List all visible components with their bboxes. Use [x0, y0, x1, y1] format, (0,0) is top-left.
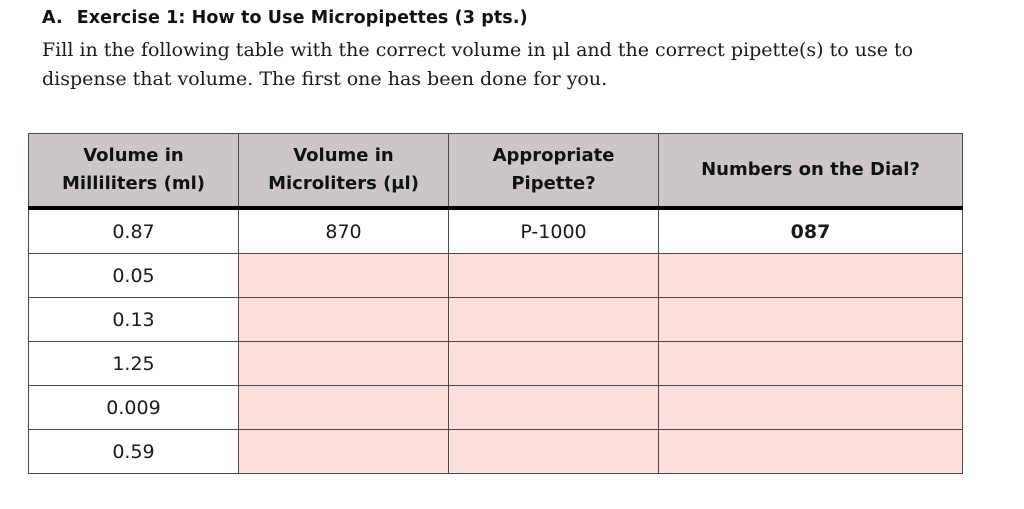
example-pipette-cell: P-1000 — [449, 208, 659, 254]
dial-answer-cell[interactable] — [659, 254, 963, 298]
pipette-answer-cell[interactable] — [449, 298, 659, 342]
instructions-text: Fill in the following table with the correct volume in μl and the correct pipette(s) to use to dispense that volume. The first one has been done for you. — [42, 39, 914, 90]
ml-cell: 0.05 — [29, 254, 239, 298]
header-dial-line1: Numbers on the Dial? — [701, 159, 920, 180]
header-volume-ul-line1: Volume in — [293, 145, 394, 166]
ul-answer-cell[interactable] — [239, 254, 449, 298]
header-volume-ul — [239, 134, 449, 209]
ml-cell: 0.13 — [29, 298, 239, 342]
pipette-answer-cell[interactable] — [449, 254, 659, 298]
pipette-answer-cell[interactable] — [449, 342, 659, 386]
example-dial-cell: 087 — [659, 208, 963, 254]
header-dial — [659, 134, 963, 209]
table-row — [29, 254, 963, 298]
example-ul-cell: 870 — [239, 208, 449, 254]
dial-answer-cell[interactable] — [659, 430, 963, 474]
header-volume-ul-line2: Microliters (μl) — [268, 173, 419, 194]
ul-answer-cell[interactable] — [239, 298, 449, 342]
pipette-answer-cell[interactable] — [449, 386, 659, 430]
ml-cell: 0.009 — [29, 386, 239, 430]
ul-answer-cell[interactable] — [239, 342, 449, 386]
example-row — [29, 208, 963, 254]
pipette-answer-cell[interactable] — [449, 430, 659, 474]
header-pipette-line2: Pipette? — [511, 173, 596, 194]
header-row — [29, 134, 963, 209]
exercise-heading — [42, 8, 528, 28]
header-volume-ml-line2: Milliliters (ml) — [62, 173, 205, 194]
ul-answer-cell[interactable] — [239, 430, 449, 474]
table-row — [29, 298, 963, 342]
header-volume-ml-line1: Volume in — [83, 145, 184, 166]
ul-answer-cell[interactable] — [239, 386, 449, 430]
ml-cell: 0.59 — [29, 430, 239, 474]
example-ml-cell: 0.87 — [29, 208, 239, 254]
table-row — [29, 386, 963, 430]
header-volume-ml — [29, 134, 239, 209]
table-row — [29, 430, 963, 474]
micropipette-table — [28, 133, 963, 474]
dial-answer-cell[interactable] — [659, 342, 963, 386]
header-pipette — [449, 134, 659, 209]
section-letter: A. — [42, 8, 63, 28]
header-pipette-line1: Appropriate — [492, 145, 615, 166]
dial-answer-cell[interactable] — [659, 386, 963, 430]
ml-cell: 1.25 — [29, 342, 239, 386]
exercise-title: Exercise 1: How to Use Micropipettes (3 pts.) — [76, 8, 528, 28]
table-row — [29, 342, 963, 386]
dial-answer-cell[interactable] — [659, 298, 963, 342]
